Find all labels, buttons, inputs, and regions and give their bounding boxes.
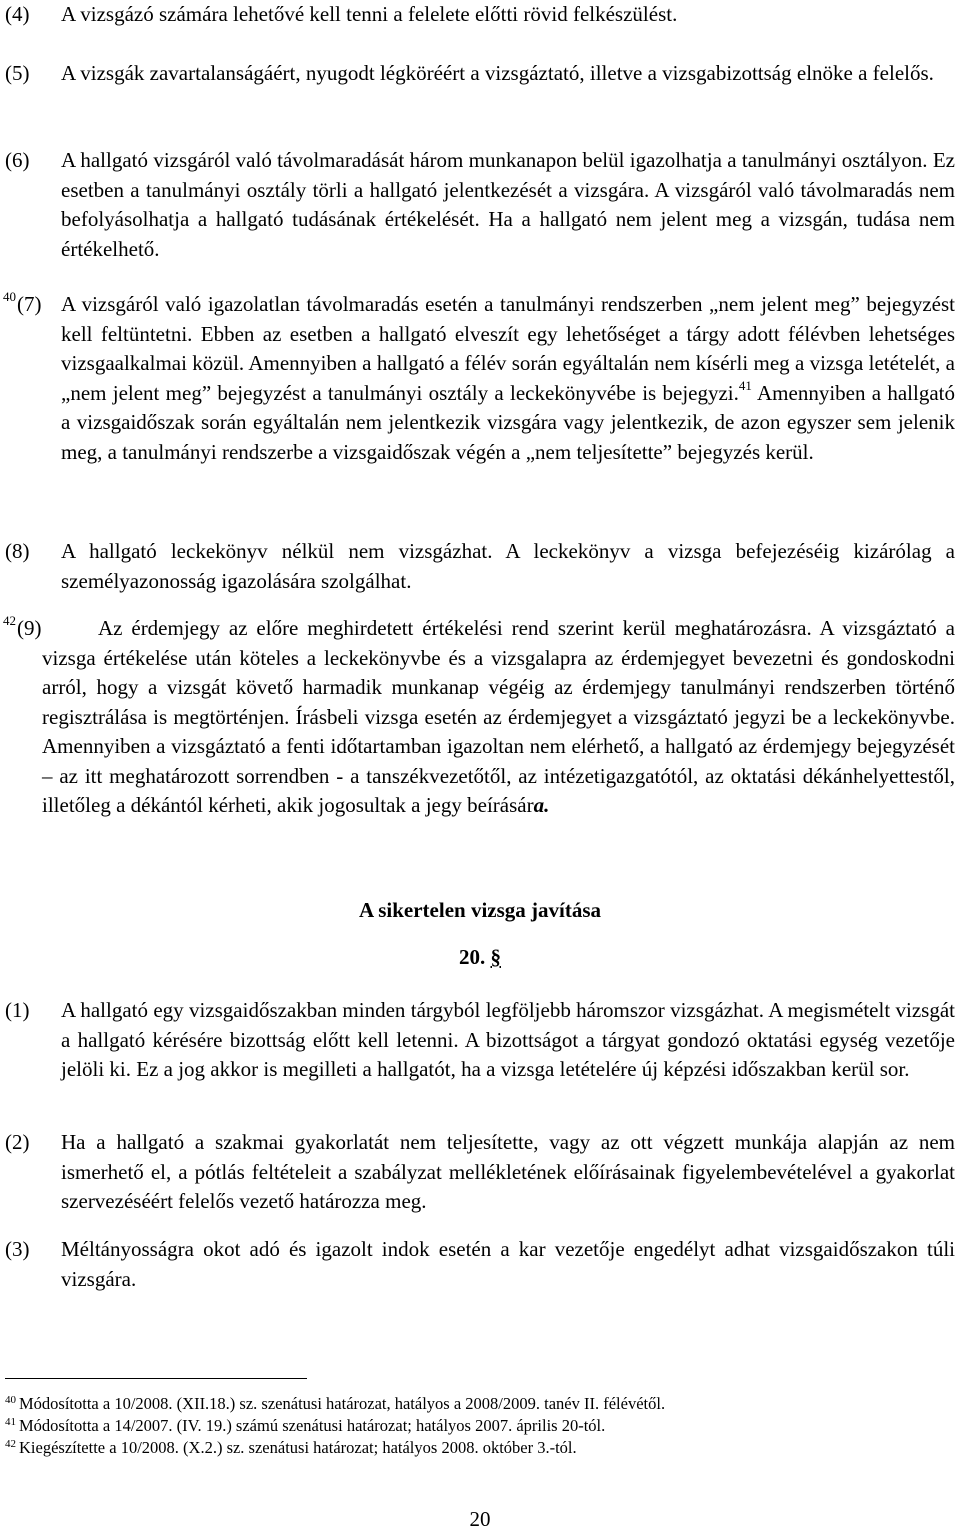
- paragraph-text: [42, 614, 955, 821]
- paragraph-number-label: (9): [17, 616, 42, 640]
- paragraph-text-part: Az érdemjegy az előre meghirdetett értékelési rend szerint kerül meghatározásra. A vizsgáztató a vizsga értékelése után köteles a leckekönyvbe és a vizsgalapra az érdemjegyet bevezetni és gondoskodni arról, hogy a vizsgát követő harmadik munkanap végéig az érdemjegy tanulmányi rendszerben történő regisztrálása is megtörténjen. Írásbeli vizsga esetén az érdemjegyet a vizsgáztató jegyzi be a leckekönyvbe. Amennyiben a vizsgáztató a fenti időtartamban igazoltan nem elérhető, a hallgató az érdemjegy bejegyzését – az itt meghatározott sorrendben - a tanszékvezetőtől, az intézetigazgatótól, az oktatási dékánhelyettestől, illetőleg a dékántól kérheti, akik jogosultak a jegy beírásár: [42, 616, 955, 817]
- paragraph-4: [5, 0, 955, 30]
- paragraph-number: [3, 614, 42, 644]
- paragraph-text-part: A vizsgáról való igazolatlan távolmaradás esetén a tanulmányi rendszerben „nem jelent meg” bejegyzést kell feltüntetni. Ebben az esetben a hallgató elveszít egy lehetőséget a tárgy adott félévben lehetséges vizsgaalkalmai közül. Amennyiben a hallgató a félév során egyáltalán nem kísérli meg a vizsga letételét, a „nem jelent meg” bejegyzést a tanulmányi osztály a leckekönyvébe is bejegyzi.: [61, 292, 955, 405]
- paragraph-number: (1): [5, 998, 30, 1022]
- paragraph-text: A vizsgák zavartalanságáért, nyugodt légköréért a vizsgáztató, illetve a vizsgabizottság elnöke a felelős.: [61, 61, 934, 85]
- footnote-text: Kiegészítette a 10/2008. (X.2.) sz. szenátusi határozat; hatályos 2008. október 3.-tól.: [19, 1438, 577, 1457]
- paragraph-sign: §: [490, 945, 501, 969]
- paragraph-text: A hallgató vizsgáról való távolmaradását három munkanapon belül igazolhatja a tanulmányi osztályon. Ez esetben a tanulmányi osztály törli a hallgató jelentkezését a vizsgára. A vizsgáról való távolmaradás nem befolyásolhatja a hallgató tudásának értékelését. Ha a hallgató nem jelent meg a vizsgán, tudása nem értékelhető.: [61, 148, 955, 261]
- section-number-label: 20.: [459, 945, 486, 969]
- footnote-text: Módosította a 10/2008. (XII.18.) sz. szenátusi határozat, hatályos a 2008/2009. tanév II. félévétől.: [19, 1394, 666, 1413]
- footnotes: [5, 1393, 955, 1459]
- paragraph-6: [5, 146, 955, 264]
- section-paragraph-2: [5, 1128, 955, 1217]
- section-number: [0, 943, 960, 973]
- paragraph-text: A vizsgázó számára lehetővé kell tenni a felelete előtti rövid felkészülést.: [61, 2, 678, 26]
- paragraph-9: [5, 614, 955, 821]
- footnote-text: Módosította a 14/2007. (IV. 19.) számú szenátusi határozat; hatályos 2007. április 20-tól.: [19, 1416, 606, 1435]
- section-paragraph-3: [5, 1235, 955, 1294]
- footnote: [5, 1437, 955, 1459]
- paragraph-number: (6): [5, 148, 30, 172]
- footnote-ref[interactable]: 42: [3, 613, 16, 628]
- paragraph-number: (2): [5, 1130, 30, 1154]
- paragraph-number: [3, 290, 42, 320]
- page-number: 20: [469, 1507, 491, 1531]
- paragraph-8: [5, 537, 955, 596]
- footnote-ref[interactable]: 41: [738, 377, 752, 393]
- paragraph-number: (8): [5, 539, 30, 563]
- section-title: A sikertelen vizsga javítása: [358, 898, 602, 922]
- paragraph-text: A hallgató egy vizsgaidőszakban minden tárgyból legföljebb háromszor vizsgázhat. A megismételt vizsgát a hallgató kérésére bizottság előtt kell letenni. A bizottságot a tárgyat gondozó oktatási egység vezetője jelöli ki. Ez a jog akkor is megilleti a hallgatót, ha a vizsga letételére új képzési időszakban kerül sor.: [61, 998, 955, 1081]
- paragraph-number: (5): [5, 61, 30, 85]
- footnote-ref[interactable]: 40: [3, 289, 16, 304]
- footnote-number: 40: [5, 1394, 16, 1406]
- paragraph-text: A hallgató leckekönyv nélkül nem vizsgázhat. A leckekönyv a vizsga befejezéséig kizárólag a személyazonosság igazolására szolgálhat.: [61, 539, 955, 593]
- paragraph-7: [5, 290, 955, 467]
- footnote-number: 41: [5, 1416, 16, 1428]
- paragraph-number-label: (7): [17, 292, 42, 316]
- section-paragraph-1: [5, 996, 955, 1085]
- paragraph-number: (4): [5, 2, 30, 26]
- footnote-number: 42: [5, 1438, 16, 1450]
- paragraph-text: Méltányosságra okot adó és igazolt indok esetén a kar vezetője engedélyt adhat vizsgaidőszakon túli vizsgára.: [61, 1237, 955, 1291]
- paragraph-text: [61, 290, 955, 467]
- paragraph-text: Ha a hallgató a szakmai gyakorlatát nem teljesítette, vagy az ott végzett munkája alapján az nem ismerhető el, a pótlás feltételeit a szabályzat mellékletének előírásainak figyelembevételével a gyakorlat szervezéséért felelős vezető határozza meg.: [61, 1130, 955, 1213]
- footnote: [5, 1415, 955, 1437]
- paragraph-text-part: Amennyiben a hallgató a vizsgaidőszak során egyáltalán nem jelentkezik vizsgára vagy jelentkezik, de azon egyszer sem jelenik meg, a tanulmányi rendszerbe a vizsgaidőszak végén a „nem teljesítette” bejegyzés kerül.: [61, 380, 955, 464]
- paragraph-number: (3): [5, 1237, 30, 1261]
- footnote-separator: [5, 1378, 307, 1379]
- paragraph-5: [5, 59, 955, 89]
- footnote: [5, 1393, 955, 1415]
- paragraph-text-bold: a.: [533, 793, 550, 817]
